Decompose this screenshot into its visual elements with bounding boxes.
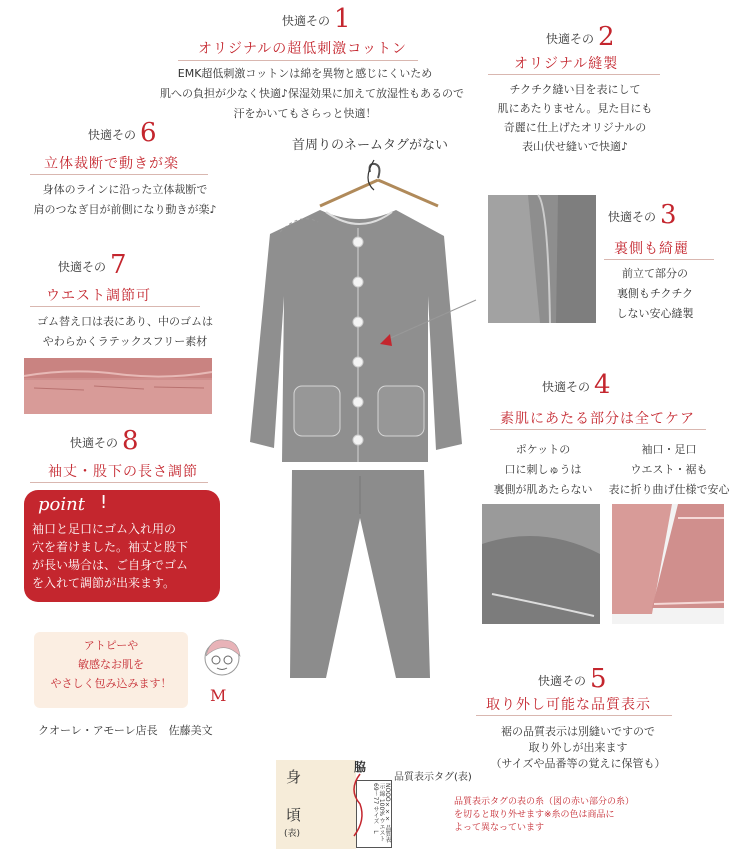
- pt7-prefix: 快適その: [58, 260, 107, 274]
- pt7-heading: [58, 250, 127, 280]
- quality-tag-line: 品質表示: [378, 783, 391, 843]
- pocket-photo: [482, 504, 600, 624]
- inner-placket-photo: [488, 195, 596, 323]
- pt5-body: [480, 724, 676, 772]
- pt7-number: 7: [110, 250, 127, 280]
- pt4-divider: [490, 429, 706, 430]
- pt4-prefix: 快適その: [542, 380, 591, 394]
- pt7-divider: [30, 306, 200, 307]
- pt2-divider: [488, 74, 660, 75]
- pt4-title: 素肌にあたる部分は全てケア: [500, 411, 695, 427]
- tag-note-line: を切ると取り外せます※糸の色は商品に: [454, 810, 615, 820]
- pt8-number: 8: [122, 426, 139, 456]
- pt8-title: 袖丈・股下の長さ調節: [48, 464, 198, 480]
- pt2-heading: [546, 22, 615, 52]
- callout-arrows: [180, 160, 510, 360]
- pt2-line: 肌にあたりません。見た目にも: [497, 102, 653, 115]
- pt4-left-line: 口に刺しゅうは: [504, 463, 582, 476]
- pt3-body: [600, 264, 710, 324]
- pt2-line: 表山伏せ縫いで快適♪: [521, 140, 629, 153]
- pt6-heading: [88, 118, 157, 148]
- pt5-title: 取り外し可能な品質表示: [486, 697, 651, 713]
- point-callout: [24, 490, 220, 602]
- quality-tag-line: ウエスト 69〜77: [372, 783, 385, 842]
- pt1-body: [160, 64, 465, 124]
- quality-tag-line: 綿 100%: [378, 790, 385, 816]
- pt6-line: 肩のつなぎ目が前側になり動きが楽♪: [33, 203, 217, 216]
- pt3-prefix: 快適その: [608, 210, 657, 224]
- point-body: [32, 520, 188, 592]
- pt5-heading: [538, 664, 607, 694]
- staff-message: [34, 632, 188, 693]
- pt3-line: 前立て部分の: [622, 267, 688, 280]
- pt2-line: 奇麗に仕上げたオリジナルの: [503, 121, 647, 134]
- staff-message-line: 敏感なお肌を: [78, 658, 144, 671]
- pt4-right-line: 袖口・足口: [641, 443, 697, 456]
- pt3-heading: [608, 200, 677, 230]
- pt1-line: 汗をかいてもさらっと快適！: [233, 107, 377, 120]
- point-line: 袖口と足口にゴム入れ用の: [32, 522, 177, 536]
- pt5-line: （サイズや品番等の覚えに保管も）: [490, 757, 666, 770]
- point-line: を入れて調節が出来ます。: [32, 576, 176, 590]
- pt2-line: チクチク縫い目を表にして: [509, 83, 641, 96]
- pt1-title: オリジナルの超低刺激コットン: [198, 41, 408, 57]
- waistband-photo: [24, 358, 212, 414]
- pt1-line: EMK超低刺激コットンは綿を異物と感じにくいため: [177, 67, 433, 80]
- pt3-divider: [604, 259, 714, 260]
- quality-tag-note: [454, 796, 634, 835]
- staff-caption: クオーレ・アモーレ店長 佐藤美文: [38, 724, 213, 737]
- quality-tag-line: NOOO×××: [384, 783, 391, 823]
- pt6-prefix: 快適その: [88, 128, 137, 142]
- cuff-illustration: [612, 504, 724, 624]
- staff-message-line: アトピーや: [83, 639, 139, 652]
- pt2-prefix: 快適その: [546, 32, 595, 46]
- pt5-line: 裾の品質表示は別縫いですので: [501, 725, 655, 738]
- point-badge: point: [38, 494, 85, 515]
- pt8-prefix: 快適その: [70, 436, 119, 450]
- waistband-illustration: [24, 358, 212, 414]
- pt5-number: 5: [590, 664, 607, 694]
- pt5-divider: [476, 715, 672, 716]
- pt4-right-body: [604, 440, 734, 500]
- staff-message-box: [34, 632, 188, 708]
- neck-tag-caption: 首周りのネームタグがない: [292, 138, 449, 153]
- pt1-heading: [282, 4, 351, 34]
- pt2-body: [480, 80, 670, 156]
- pt8-divider: [30, 482, 208, 483]
- garment-body-swatch: [276, 760, 356, 849]
- pt5-line: 取り外しが出来ます: [528, 741, 628, 754]
- tag-side-front: 頃: [286, 806, 302, 824]
- exclamation-icon: !: [100, 492, 108, 513]
- pt6-title: 立体裁断で動きが楽: [44, 156, 179, 172]
- tag-note-line: 品質表示タグの表の糸（図の赤い部分の糸）: [454, 797, 635, 807]
- pt8-heading: [70, 426, 139, 456]
- quality-tag-title: 品質表示タグ(表): [394, 772, 472, 783]
- cuff-photo: [612, 504, 724, 624]
- pt4-heading: [542, 370, 611, 400]
- staff-initial: M: [210, 686, 227, 705]
- pt6-line: 身体のラインに沿った立体裁断で: [42, 183, 208, 196]
- placket-illustration: [488, 195, 596, 323]
- pt6-number: 6: [140, 118, 157, 148]
- point-line: が長い場合は、ご自身でゴム: [32, 558, 189, 572]
- tag-note-line: よって異なっています: [454, 823, 545, 833]
- quality-tag-line: サイズ L: [372, 806, 379, 834]
- pt4-right-line: ウエスト・裾も: [630, 463, 708, 476]
- pt3-line: 裏側もチクチク: [616, 287, 694, 300]
- pt7-line: ゴム替え口は表にあり、中のゴムは: [37, 315, 213, 328]
- pocket-illustration: [482, 504, 600, 624]
- pt4-number: 4: [594, 370, 611, 400]
- pt4-left-line: ポケットの: [515, 443, 571, 456]
- pt5-prefix: 快適その: [538, 674, 587, 688]
- pt2-number: 2: [598, 22, 615, 52]
- tag-waki-label: 脇: [354, 760, 367, 774]
- point-line: 穴を着けました。袖丈と股下: [32, 540, 189, 554]
- staff-message-line: やさしく包み込みます！: [50, 677, 172, 690]
- pt7-title: ウエスト調節可: [46, 288, 151, 304]
- pt4-right-line: 表に折り曲げ仕様で安心: [608, 483, 730, 496]
- pt7-line: やわらかくラテックスフリー素材: [42, 335, 208, 348]
- pt2-title: オリジナル縫製: [514, 56, 619, 72]
- pt3-title: 裏側も綺麗: [614, 241, 689, 257]
- pt3-number: 3: [660, 200, 677, 230]
- pt1-prefix: 快適その: [282, 14, 331, 28]
- pt1-number: 1: [334, 4, 351, 34]
- pt4-left-body: [484, 440, 602, 500]
- tag-thread-icon: [346, 770, 366, 840]
- pt1-divider: [178, 60, 418, 61]
- pt1-line: 肌への負担が少なく快適♪保湿効果に加えて放湿性もあるので: [160, 87, 465, 100]
- tag-side-surface: (表): [284, 829, 301, 839]
- tag-side-body: 身: [286, 768, 302, 786]
- pt4-left-line: 裏側が肌あたらない: [493, 483, 593, 496]
- pt3-line: しない安心縫製: [616, 307, 694, 320]
